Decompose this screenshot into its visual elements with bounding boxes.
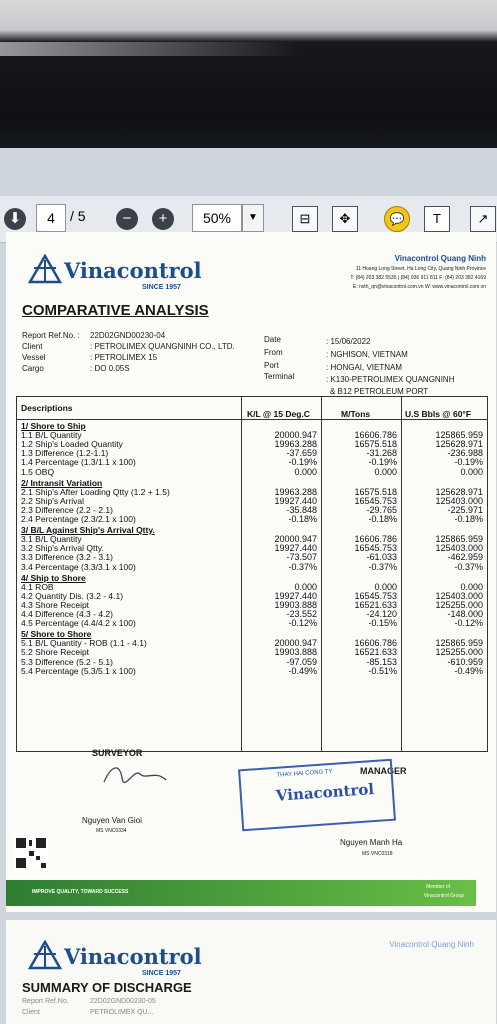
bbl-value: 0.000 (460, 466, 483, 477)
bbl-value: -0.12% (454, 618, 483, 629)
doc-title: COMPARATIVE ANALYSIS (22, 302, 209, 319)
surveyor-code: MS VNC0334 (96, 828, 127, 834)
zoom-input[interactable]: 50% (192, 204, 242, 232)
bbl-value: -462.959 (447, 552, 483, 563)
surveyor-signature (100, 760, 170, 790)
row-label: 3.2 Ship's Arrival Qtty. (21, 543, 104, 554)
row-label: 2.3 Difference (2.2 - 2.1) (21, 504, 113, 515)
zoom-dropdown-icon[interactable]: ▼ (242, 204, 264, 232)
bbl-value: -0.18% (454, 514, 483, 524)
row-label: 1.3 Difference (1.2-1.1) (21, 448, 109, 459)
cargo-value: : DO 0.05S (90, 364, 130, 373)
bbl-value: 125628.971 (435, 439, 483, 450)
branch-phone: T: (84) 203 382 5535 | (84) 936 911 811 F: (84) 203 382 4169 (350, 275, 486, 281)
bbl-value: -0.37% (454, 561, 483, 572)
stamp-top-text: THAY HAI CONG TY (276, 768, 333, 779)
zoom-out-icon[interactable]: − (116, 208, 138, 230)
stamp-main-text: Vinacontrol (275, 780, 375, 805)
header-mt: M/Tons (341, 409, 371, 419)
date-label: Date (264, 335, 281, 344)
section-title: 3/ B/L Against Ship's Arrival Qtty. (21, 525, 155, 536)
terminal-value-2: & B12 PETROLEUM PORT (330, 387, 429, 396)
mt-value: -0.37% (368, 561, 397, 572)
kl-value: 19963.288 (274, 486, 317, 497)
fit-page-icon[interactable]: ⊟ (292, 206, 318, 232)
row-label: 2.2 Ship's Arrival (21, 495, 85, 506)
mt-value: 16545.753 (354, 543, 397, 554)
row-label: 3.1 B/L Quantity (21, 534, 82, 545)
mt-value: -31.268 (366, 448, 397, 459)
from-label: From (264, 348, 283, 357)
kl-value: 20000.947 (274, 638, 317, 649)
company-stamp (238, 759, 396, 832)
mt-value: -85.153 (366, 656, 397, 667)
bbl-value: -0.49% (454, 665, 483, 676)
mt-value: -24.120 (366, 609, 397, 619)
kl-value: -0.18% (288, 514, 317, 524)
kl-value: -0.12% (288, 618, 317, 629)
footer-slogan: IMPROVE QUALITY, TOWARD SUCCESS (32, 889, 129, 895)
row-label: 5.3 Difference (5.2 - 5.1) (21, 656, 113, 667)
next-ref-value: 22D02GND00230-05 (90, 998, 156, 1005)
row-label: 1.5 OBQ (21, 466, 55, 477)
section-title: 2/ Intransit Variation (21, 477, 103, 488)
kl-value: -35.848 (286, 504, 317, 515)
qr-code (14, 836, 48, 870)
row-label: 4.2 Quantity Dis. (3.2 - 4.1) (21, 590, 124, 601)
report-label: Report Ref.No. : (22, 331, 80, 340)
next-ref-label: Report Ref.No. (22, 998, 69, 1005)
branch-name-2: Vinacontrol Quang Ninh (389, 940, 474, 949)
kl-value: -97.059 (286, 656, 317, 667)
kl-value: -0.49% (288, 665, 317, 676)
mt-value: 16521.633 (354, 647, 397, 658)
report-value: 22D02GND00230-04 (90, 331, 166, 340)
row-label: 4.3 Shore Receipt (21, 599, 90, 610)
branch-email: E: nxth_qn@vinacontrol.com.vn W: www.vinacontrol.com.vn (352, 284, 486, 290)
port-label: Port (264, 361, 279, 370)
mt-value: 16606.786 (354, 430, 397, 441)
section-title: 1/ Shore to Ship (21, 421, 86, 431)
text-tool-icon[interactable]: T (424, 206, 450, 232)
page-number-input[interactable]: 4 (36, 204, 66, 232)
kl-value: -73.507 (286, 552, 317, 563)
mt-value: 16606.786 (354, 638, 397, 649)
zoom-in-icon[interactable]: + (152, 208, 174, 230)
vessel-label: Vessel (22, 353, 46, 362)
kl-value: 19903.888 (274, 599, 317, 610)
row-label: 4.4 Difference (4.3 - 4.2) (21, 609, 113, 619)
monitor-bezel (0, 0, 497, 150)
vessel-value: : PETROLIMEX 15 (90, 353, 158, 362)
row-label: 4.5 Percentage (4.4/4.2 x 100) (21, 618, 136, 629)
footer-group: Vinacontrol Group (423, 893, 464, 899)
kl-value: 0.000 (294, 581, 317, 592)
kl-value: -23.552 (286, 609, 317, 619)
mt-value: 16575.518 (354, 486, 397, 497)
row-label: 5.2 Shore Receipt (21, 647, 90, 658)
branch-name: Vinacontrol Quang Ninh (394, 254, 486, 263)
bbl-value: -0.19% (454, 457, 483, 468)
mt-value: 16545.753 (354, 495, 397, 506)
section-title: 4/ Ship to Shore (21, 572, 86, 583)
next-client-value: PETROLIMEX QU... (90, 1009, 154, 1016)
footer-bar (6, 880, 476, 906)
since-text: SINCE 1957 (142, 284, 181, 291)
bbl-value: -225.971 (447, 504, 483, 515)
bbl-value: 0.000 (460, 581, 483, 592)
terminal-label: Terminal (264, 372, 295, 381)
next-client-label: Client (22, 1009, 40, 1016)
kl-value: 19903.888 (274, 647, 317, 658)
client-label: Client (22, 342, 43, 351)
row-label: 4.1 ROB (21, 581, 54, 592)
next-doc-title: SUMMARY OF DISCHARGE (22, 980, 192, 995)
kl-value: 19963.288 (274, 439, 317, 450)
bbl-value: -148.000 (447, 609, 483, 619)
kl-value: 20000.947 (274, 430, 317, 441)
screen-glare (0, 42, 300, 56)
bbl-value: 125403.000 (435, 495, 483, 506)
bbl-value: 125255.000 (435, 647, 483, 658)
bbl-value: 125403.000 (435, 543, 483, 554)
row-label: 2.4 Percentage (2.3/2.1 x 100) (21, 514, 136, 524)
mt-value: -61.033 (366, 552, 397, 563)
header-kl: K/L @ 15 Deg.C (247, 409, 310, 419)
bbl-value: -236.988 (447, 448, 483, 459)
row-label: 3.3 Difference (3.2 - 3.1) (21, 552, 113, 563)
kl-value: 19927.440 (274, 543, 317, 554)
row-label: 5.1 B/L Quantity - ROB (1.1 - 4.1) (21, 638, 147, 649)
surveyor-label: SURVEYOR (92, 748, 143, 758)
comparison-table (16, 396, 488, 752)
vinacontrol-logo-icon-2 (28, 940, 62, 970)
expand-icon[interactable]: ↗ (470, 206, 496, 232)
since-text-2: SINCE 1957 (142, 970, 181, 977)
next-document-page (6, 920, 496, 1024)
client-value: : PETROLIMEX QUANGNINH CO., LTD. (90, 342, 235, 351)
bbl-value: -610.959 (447, 656, 483, 667)
header-descriptions: Descriptions (21, 403, 73, 413)
manager-label: MANAGER (360, 766, 407, 776)
from-value: : NGHISON, VIETNAM (326, 350, 408, 359)
kl-value: -0.37% (288, 561, 317, 572)
section-title: 5/ Shore to Shore (21, 629, 92, 640)
manager-code: MS VNC0318 (362, 851, 393, 857)
terminal-value: : K130-PETROLIMEX QUANGNINH (326, 375, 455, 384)
mt-value: 0.000 (374, 581, 397, 592)
mt-value: 16606.786 (354, 534, 397, 545)
kl-value: -0.19% (288, 457, 317, 468)
footer-member: Member of (426, 884, 450, 890)
row-label: 5.4 Percentage (5.3/5.1 x 100) (21, 665, 136, 676)
company-logo-text-2: Vinacontrol (64, 944, 202, 969)
row-label: 1.1 B/L Quantity (21, 430, 82, 441)
prev-page-icon[interactable]: ⬇ (4, 208, 26, 230)
header-bbl: U.S Bbls @ 60°F (405, 409, 472, 419)
fit-width-icon[interactable]: ✥ (332, 206, 358, 232)
mt-value: -0.51% (368, 665, 397, 676)
row-label: 1.4 Percentage (1.3/1.1 x 100) (21, 457, 136, 468)
kl-value: -37.659 (286, 448, 317, 459)
mt-value: 16575.518 (354, 439, 397, 450)
kl-value: 20000.947 (274, 534, 317, 545)
mt-value: 16521.633 (354, 599, 397, 610)
comment-icon[interactable]: 💬 (384, 206, 410, 232)
bbl-value: 125865.959 (435, 430, 483, 441)
port-value: : HONGAI, VIETNAM (326, 363, 403, 372)
manager-name: Nguyen Manh Ha (340, 838, 403, 847)
bbl-value: 125255.000 (435, 599, 483, 610)
bbl-value: 125865.959 (435, 534, 483, 545)
mt-value: -29.765 (366, 504, 397, 515)
company-logo-text: Vinacontrol (64, 258, 202, 283)
surveyor-name: Nguyen Van Gioi (82, 816, 142, 825)
date-value: : 15/06/2022 (326, 337, 371, 346)
bbl-value: 125865.959 (435, 638, 483, 649)
mt-value: -0.19% (368, 457, 397, 468)
row-label: 2.1 Ship's After Loading Qtty (1.2 + 1.5) (21, 486, 170, 497)
mt-value: 16545.753 (354, 590, 397, 601)
mt-value: -0.18% (368, 514, 397, 524)
bbl-value: 125403.000 (435, 590, 483, 601)
vinacontrol-logo-icon (28, 254, 62, 284)
row-label: 3.4 Percentage (3.3/3.1 x 100) (21, 561, 136, 572)
kl-value: 19927.440 (274, 590, 317, 601)
mt-value: -0.15% (368, 618, 397, 629)
cargo-label: Cargo (22, 364, 44, 373)
branch-address: 11 Hoang Long Street, Ha Long City, Quang Ninh Province (355, 266, 486, 272)
kl-value: 0.000 (294, 466, 317, 477)
page-total: / 5 (70, 208, 86, 224)
mt-value: 0.000 (374, 466, 397, 477)
kl-value: 19927.440 (274, 495, 317, 506)
bbl-value: 125628.971 (435, 486, 483, 497)
row-label: 1.2 Ship's Loaded Quantity (21, 439, 123, 450)
